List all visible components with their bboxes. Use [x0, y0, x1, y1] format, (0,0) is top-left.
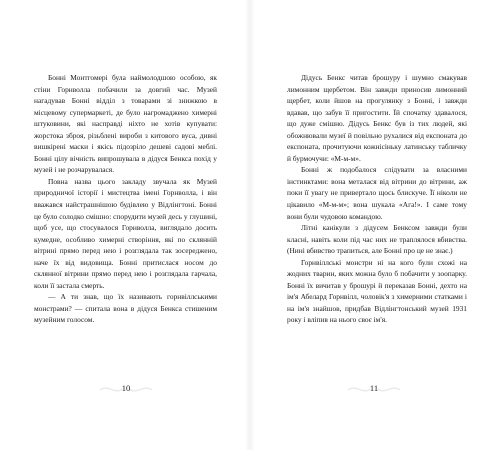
page-number: 10 [121, 383, 131, 393]
right-page [250, 0, 500, 450]
right-page-text [287, 72, 467, 326]
paragraph: Повна назва цього закладу звучала як Музей природничої історії і мистецтва імені Горнволла, і він вважався найстрашнішою будівлею у Відлінгтоні. Бонні це було солодко смішно: спорудити музей десь у глушині, щоб усе, що стосувалося Горнволла, виглядало досить кумедне, особливо химерні створіння, які по склянній вітрині прямо перед нею і розглядала так зосереджено, наче їх від видовища. Бонні притислася носом до склянної вітрини прямо перед нею і розглядала гарчала, коли її застала смерть. [34, 176, 217, 290]
left-page-text [34, 72, 217, 326]
paragraph: Бонні Монтгомері була наймолодшою особою, як стіни Горнволла побачили за довгий час. Музей нагадував Бонні відділ з товарами зі знижкою в місцевому супермаркеті, де було нагромаджено химерні штуковини, які насправді ніхто не хотів купувати: жорстока зброя, різьблені вироби з китового вуса, дивні вишкірені маски і якісь підозріло дешеві садові меблі. Бонні цілу вічність випрошувала в дідуся Бенкса похід у музей і не розчарувалася. [34, 73, 217, 175]
paragraph: Горнвіллські монстри ні на кого були схожі на жодних тварин, яких можна було б побачити у зоопарку. Бонні їх вичитав у брошурі й переказав Бонні, дехто на ім'я Абелард Горнвілл, чоловік'я з химерними статками і на ім'я знайшов, придбав Відлінгтонський музей 1931 року і вліпив на нього своє ім'я. [287, 257, 467, 325]
paragraph: Бонні ж подобалося слідувати за власними інстинктами: вона металася від вітрини до вітрини, аж поки її увагу не привертало щось блискуче. Її ніколи не цікавило «М-м-м»; вона шукала «Ага!». І саме тому вони були чудовою командою. [287, 165, 467, 221]
page-number: 11 [369, 383, 379, 393]
paragraph: Дідусь Бенкс читав брошуру і шумно смакував лимонним щербетом. Він завжди приносив лимонний щербет, коли йшов на прогулянку з Бонні, і завжди вдавав, що забув її пригостити. Їй спочатку здавалося, що дуже смішно. Дідусь Бенкс був із тих людей, які обожнювали музеї й повільно рухалися від експоната до експоната, прочитуючи кожнісіньку латинську табличку й бурмочучи: «М-м-м». [287, 73, 467, 163]
paragraph: — А ти знав, що їх називають горнвіллськими монстрами? — спитала вона в дідуся Бенкса стишеним музейним голосом. [34, 292, 217, 325]
paragraph: Літні канікули з дідусем Бенксом завжди були класні, навіть коли під час них не траплялося вбивства. (Нині вбивство трапиться, але Бонні про це не знає.) [287, 223, 467, 256]
